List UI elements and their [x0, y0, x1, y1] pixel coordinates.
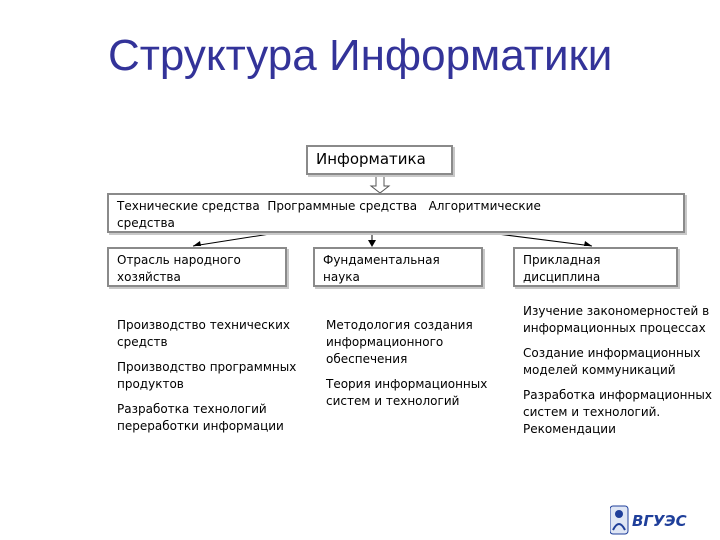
arrowhead-left-icon: [193, 241, 201, 246]
means-node: [107, 193, 685, 233]
list-item: Производство программных продуктов: [117, 360, 297, 391]
means-last-word: средства: [117, 216, 175, 230]
arrowhead-middle-icon: [368, 240, 376, 247]
means-software: Программные средства: [267, 199, 418, 213]
list-item: Методология создания информационного обеспечения: [326, 318, 473, 366]
means-algorithmic: Алгоритмические: [428, 199, 541, 213]
root-node: Информатика: [306, 145, 453, 175]
hollow-down-arrow-icon: [371, 176, 389, 193]
means-technical: Технические средства: [117, 199, 260, 213]
category-economy: Отрасль народного хозяйства: [107, 247, 287, 287]
column-applied: [523, 303, 718, 446]
university-logo: [610, 504, 700, 536]
list-item: Разработка технологий переработки информации: [117, 402, 284, 433]
slide-title: Структура Информатики: [108, 31, 613, 80]
list-item: Производство технических средств: [117, 318, 291, 349]
category-applied: Прикладная дисциплина: [513, 247, 678, 287]
list-item: Создание информационных моделей коммуникаций: [523, 346, 701, 377]
column-fundamental: [326, 317, 496, 418]
category-fundamental: Фундаментальная наука: [313, 247, 483, 287]
arrowhead-right-icon: [584, 241, 592, 246]
list-item: Теория информационных систем и технологий: [326, 377, 488, 408]
logo-text: ВГУЭС: [632, 512, 687, 530]
column-economy: [117, 317, 297, 443]
list-item: Изучение закономерностей в информационных процессах: [523, 304, 710, 335]
list-item: Разработка информационных систем и технологий. Рекомендации: [523, 388, 712, 436]
